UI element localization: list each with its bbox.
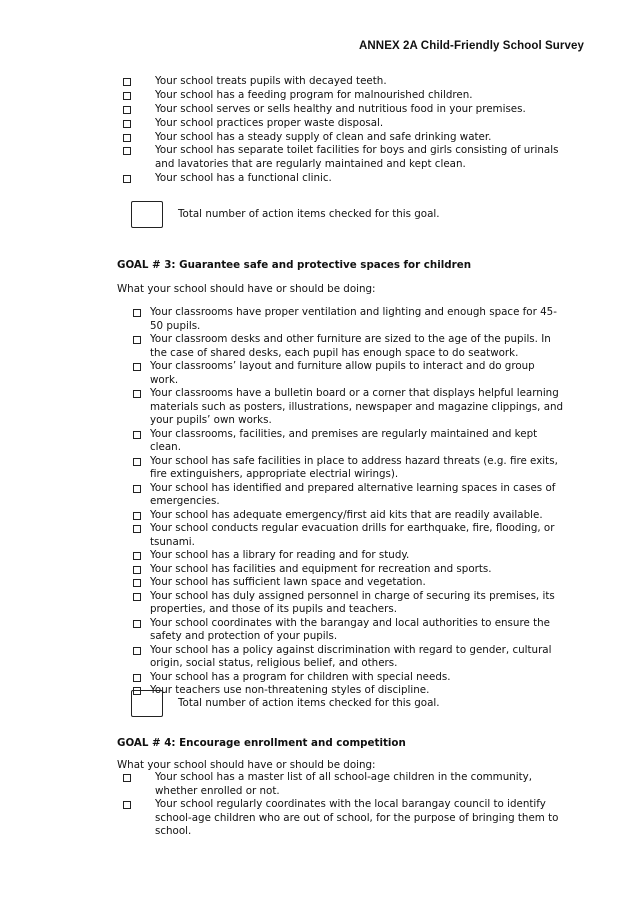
goal3-total-label: Total number of action items checked for this goal. [178, 697, 440, 709]
checkbox-icon[interactable] [133, 552, 141, 560]
checklist-item: Your classrooms have a bulletin board or a corner that displays helpful learning materials such as posters, illustrations, newspaper and magazine clippings, and your pupils’ own works. [133, 387, 565, 428]
checkbox-icon[interactable] [123, 801, 131, 809]
checkbox-icon[interactable] [133, 309, 141, 317]
checkbox-icon[interactable] [123, 106, 131, 114]
checklist-item: Your school has a library for reading and for study. [133, 549, 565, 563]
checklist-item: Your school has a policy against discrimination with regard to gender, cultural origin, social status, religious belief, and others. [133, 644, 565, 671]
goal3-heading: GOAL # 3: Guarantee safe and protective spaces for children [117, 259, 472, 271]
goal2-total-box[interactable] [131, 201, 163, 228]
checklist-item: Your school has a master list of all school-age children in the community, whether enrolled or not. [123, 771, 568, 798]
checklist-item: Your classrooms, facilities, and premises are regularly maintained and kept clean. [133, 428, 565, 455]
checkbox-icon[interactable] [133, 512, 141, 520]
checklist-item: Your school has sufficient lawn space and vegetation. [133, 576, 565, 590]
checkbox-icon[interactable] [133, 525, 141, 533]
checkbox-icon[interactable] [133, 674, 141, 682]
goal4-checklist [123, 771, 568, 839]
checklist-item: Your classrooms’ layout and furniture allow pupils to interact and do group work. [133, 360, 565, 387]
checkbox-icon[interactable] [133, 620, 141, 628]
checklist-item: Your school regularly coordinates with the local barangay council to identify school-age children who are out of school, for the purpose of bringing them to school. [123, 798, 568, 839]
checkbox-icon[interactable] [133, 390, 141, 398]
goal2-checklist [123, 75, 568, 186]
checkbox-icon[interactable] [123, 774, 131, 782]
checklist-item: Your school practices proper waste disposal. [123, 117, 568, 131]
goal3-intro: What your school should have or should be doing: [117, 283, 376, 295]
checkbox-icon[interactable] [133, 485, 141, 493]
checkbox-icon[interactable] [133, 647, 141, 655]
checklist-item: Your school has separate toilet facilities for boys and girls consisting of urinals and lavatories that are regularly maintained and kept clean. [123, 144, 568, 171]
goal3-checklist [133, 306, 565, 698]
checklist-item: Your school has facilities and equipment for recreation and sports. [133, 563, 565, 577]
checklist-item: Your school has a program for children with special needs. [133, 671, 565, 685]
checklist-item: Your school conducts regular evacuation drills for earthquake, fire, flooding, or tsunami. [133, 522, 565, 549]
checkbox-icon[interactable] [133, 566, 141, 574]
checklist-item: Your school serves or sells healthy and nutritious food in your premises. [123, 103, 568, 117]
checklist-item: Your school treats pupils with decayed teeth. [123, 75, 568, 89]
goal4-heading: GOAL # 4: Encourage enrollment and competition [117, 737, 406, 749]
checklist-item: Your classroom desks and other furniture are sized to the age of the pupils. In the case of shared desks, each pupil has enough space to do seatwork. [133, 333, 565, 360]
checkbox-icon[interactable] [133, 431, 141, 439]
checkbox-icon[interactable] [133, 579, 141, 587]
checklist-item: Your teachers use non-threatening styles of discipline. [133, 684, 565, 698]
checklist-item: Your school coordinates with the barangay and local authorities to ensure the safety and protection of your pupils. [133, 617, 565, 644]
checkbox-icon[interactable] [133, 363, 141, 371]
checklist-item: Your school has adequate emergency/first aid kits that are readily available. [133, 509, 565, 523]
page-header: ANNEX 2A Child-Friendly School Survey [358, 40, 584, 52]
checklist-item: Your classrooms have proper ventilation and lighting and enough space for 45-50 pupils. [133, 306, 565, 333]
goal2-total-label: Total number of action items checked for this goal. [178, 208, 440, 220]
checklist-item: Your school has a functional clinic. [123, 172, 568, 186]
checklist-item: Your school has safe facilities in place to address hazard threats (e.g. fire exits, fire extinguishers, appropriate electrial wirings). [133, 455, 565, 482]
checkbox-icon[interactable] [133, 593, 141, 601]
goal3-total-box[interactable] [131, 690, 163, 717]
checkbox-icon[interactable] [123, 78, 131, 86]
checkbox-icon[interactable] [133, 336, 141, 344]
checkbox-icon[interactable] [133, 458, 141, 466]
checklist-item: Your school has a steady supply of clean and safe drinking water. [123, 131, 568, 145]
checkbox-icon[interactable] [123, 92, 131, 100]
checklist-item: Your school has identified and prepared alternative learning spaces in cases of emergencies. [133, 482, 565, 509]
checkbox-icon[interactable] [123, 175, 131, 183]
checklist-item: Your school has a feeding program for malnourished children. [123, 89, 568, 103]
checkbox-icon[interactable] [123, 147, 131, 155]
goal4-intro: What your school should have or should be doing: [117, 759, 376, 771]
checkbox-icon[interactable] [123, 120, 131, 128]
checklist-item: Your school has duly assigned personnel in charge of securing its premises, its properties, and those of its pupils and teachers. [133, 590, 565, 617]
checkbox-icon[interactable] [123, 134, 131, 142]
